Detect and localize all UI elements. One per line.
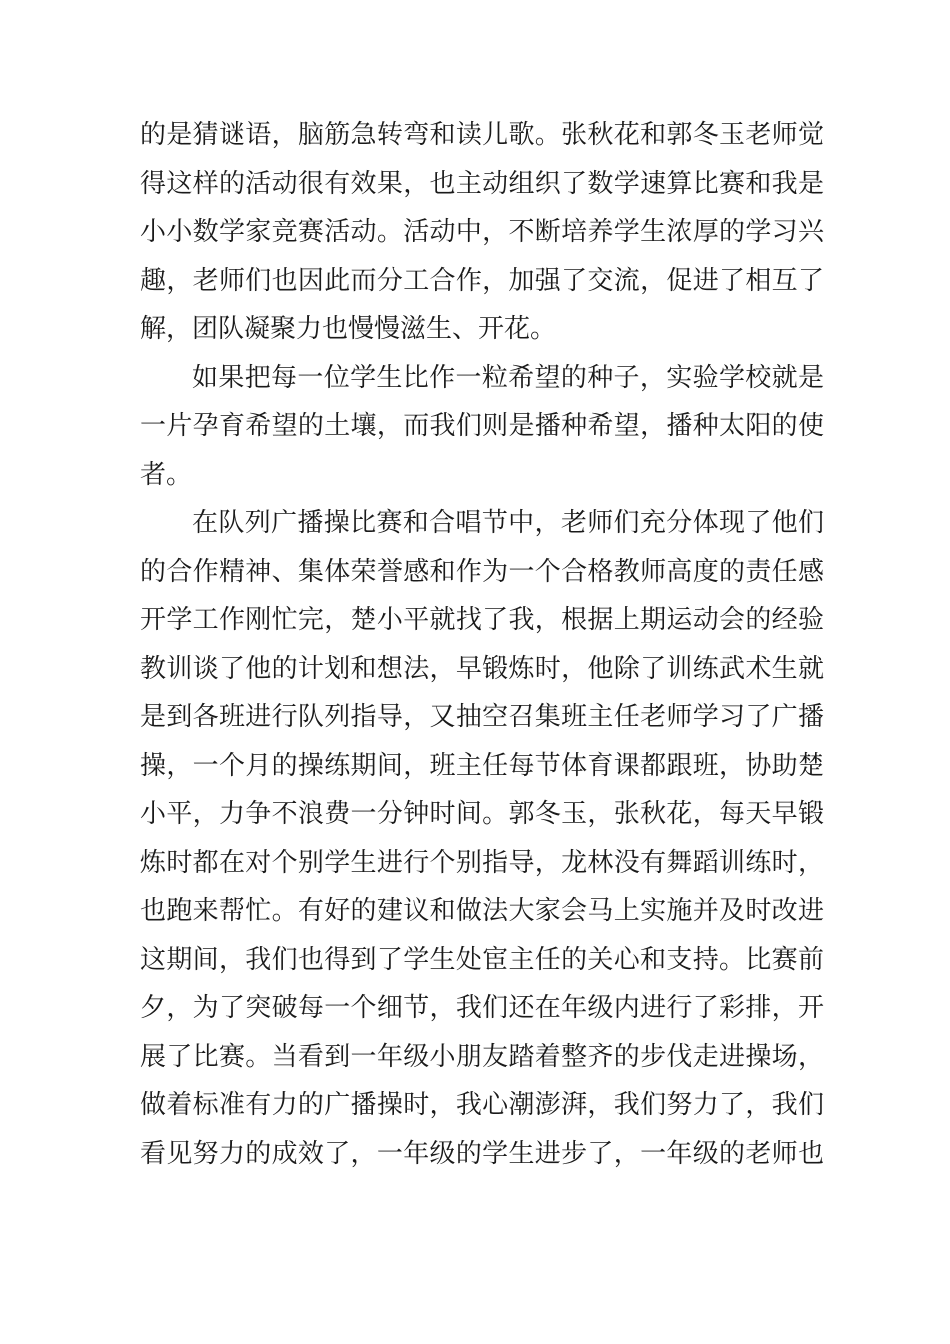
paragraph-line: 看见努力的成效了，一年级的学生进步了，一年级的老师也 bbox=[140, 1138, 824, 1169]
paragraph-line: 在队列广播操比赛和合唱节中，老师们充分体现了他们 bbox=[192, 508, 824, 538]
paragraph-line: 的合作精神、集体荣誉感和作为一个合格教师高度的责任感 bbox=[140, 556, 824, 587]
paragraph-line: 这期间，我们也得到了学生处宦主任的关心和支持。比赛前 bbox=[140, 944, 824, 975]
paragraph-line: 得这样的活动很有效果，也主动组织了数学速算比赛和我是 bbox=[140, 168, 824, 199]
paragraph-line: 开学工作刚忙完，楚小平就找了我，根据上期运动会的经验 bbox=[140, 605, 824, 635]
paragraph-line: 是到各班进行队列指导，又抽空召集班主任老师学习了广播 bbox=[140, 702, 824, 732]
paragraph-line: 做着标准有力的广播操时，我心潮澎湃，我们努力了，我们 bbox=[140, 1090, 824, 1120]
paragraph-line: 如果把每一位学生比作一粒希望的种子，实验学校就是 bbox=[192, 362, 824, 393]
paragraph-line: 教训谈了他的计划和想法，早锻炼时，他除了训练武术生就 bbox=[140, 653, 824, 684]
document-body bbox=[140, 111, 824, 1178]
paragraph-line: 的是猜谜语，脑筋急转弯和读儿歌。张秋花和郭冬玉老师觉 bbox=[140, 120, 824, 150]
paragraph-line: 小平，力争不浪费一分钟时间。郭冬玉，张秋花，每天早锻 bbox=[140, 799, 824, 829]
paragraph-line: 解，团队凝聚力也慢慢滋生、开花。 bbox=[140, 314, 557, 344]
paragraph-line: 也跑来帮忙。有好的建议和做法大家会马上实施并及时改进 bbox=[140, 896, 824, 926]
paragraph-line: 一片孕育希望的土壤，而我们则是播种希望，播种太阳的使 bbox=[140, 411, 824, 441]
paragraph-line: 夕，为了突破每一个细节，我们还在年级内进行了彩排，开 bbox=[140, 993, 824, 1023]
paragraph-line: 炼时都在对个别学生进行个别指导，龙林没有舞蹈训练时， bbox=[140, 847, 824, 878]
paragraph-line: 展了比赛。当看到一年级小朋友踏着整齐的步伐走进操场， bbox=[140, 1041, 824, 1072]
paragraph-line: 者。 bbox=[140, 459, 193, 490]
paragraph-line: 操，一个月的操练期间，班主任每节体育课都跟班，协助楚 bbox=[140, 750, 824, 781]
paragraph-line: 趣，老师们也因此而分工合作，加强了交流，促进了相互了 bbox=[140, 265, 824, 296]
paragraph-line: 小小数学家竞赛活动。活动中，不断培养学生浓厚的学习兴 bbox=[140, 217, 824, 247]
